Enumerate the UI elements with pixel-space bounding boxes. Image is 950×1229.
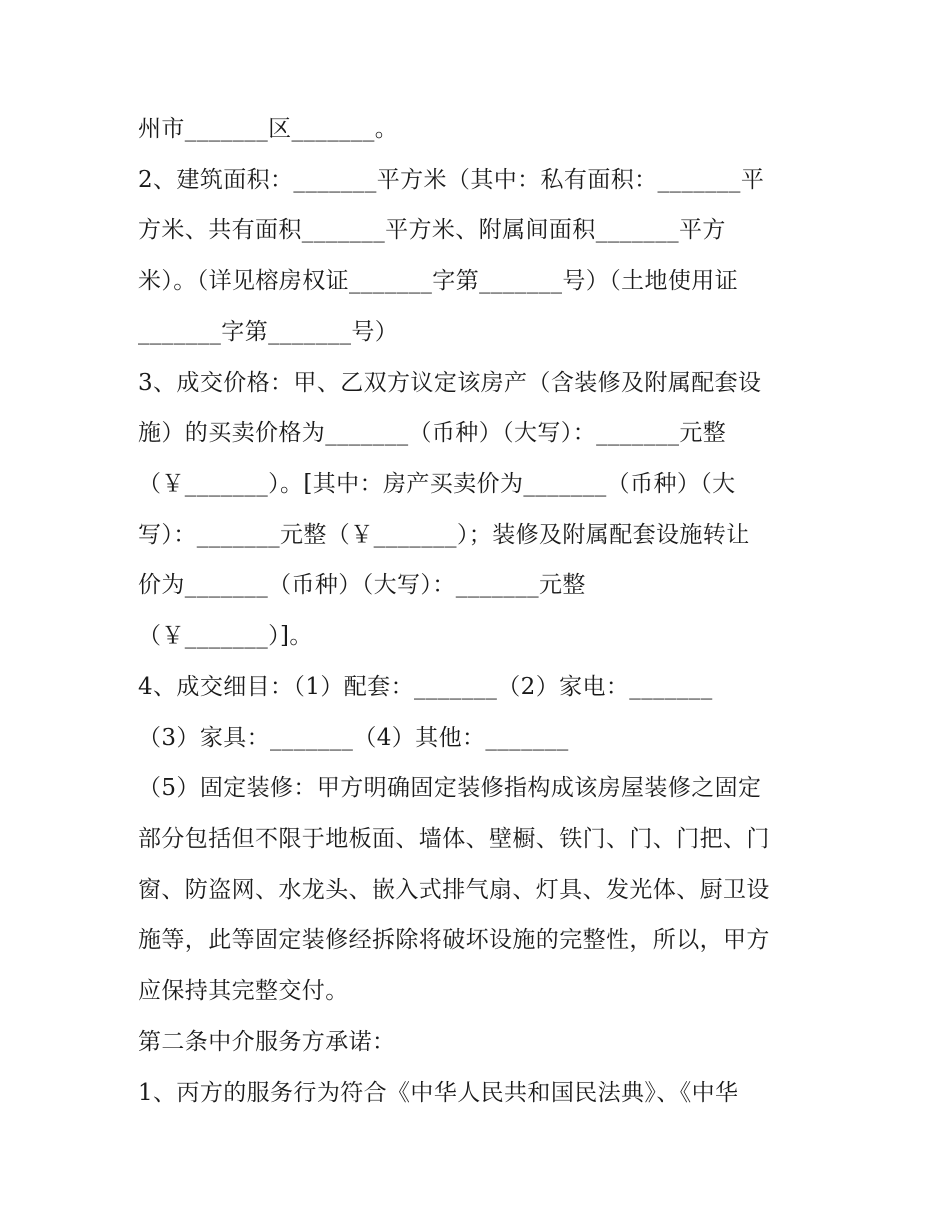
text-line: 施）的买卖价格为_______（币种）（大写）：_______元整 <box>138 420 727 446</box>
text-line: 2、建筑面积：_______平方米（其中：私有面积：_______平 <box>138 167 765 193</box>
text-line: 应保持其完整交付。 <box>138 978 349 1004</box>
text-line: 4、成交细目：（1）配套：_______（2）家电：_______ <box>138 674 713 700</box>
text-line: 部分包括但不限于地板面、墙体、壁橱、铁门、门、门把、门 <box>138 826 770 852</box>
text-line: 方米、共有面积_______平方米、附属间面积_______平方 <box>138 217 726 243</box>
text-line: （￥_______）]。 <box>138 623 313 649</box>
text-line: 州市_______区_______。 <box>138 116 399 142</box>
text-line: 施等，此等固定装修经拆除将破坏设施的完整性，所以，甲方 <box>138 927 770 953</box>
text-line: 米）。（详见榕房权证_______字第_______号）（土地使用证 <box>138 268 739 294</box>
text-line: 窗、防盗网、水龙头、嵌入式排气扇、灯具、发光体、厨卫设 <box>138 877 770 903</box>
text-line: （￥_______）。[其中：房产买卖价为_______（币种）（大 <box>138 471 736 497</box>
text-line: 1、丙方的服务行为符合《中华人民共和国民法典》、《中华 <box>138 1080 739 1106</box>
text-line: _______字第_______号） <box>138 319 399 345</box>
text-line: （5）固定装修：甲方明确固定装修指构成该房屋装修之固定 <box>138 775 762 801</box>
text-line: 价为_______（币种）（大写）：_______元整 <box>138 572 586 598</box>
text-line: （3）家具：_______（4）其他：_______ <box>138 725 569 751</box>
section-heading: 第二条中介服务方承诺： <box>138 1029 396 1055</box>
text-line: 写）：_______元整（￥_______）；装修及附属配套设施转让 <box>138 522 750 548</box>
text-line: 3、成交价格：甲、乙双方议定该房产（含装修及附属配套设 <box>138 370 762 396</box>
